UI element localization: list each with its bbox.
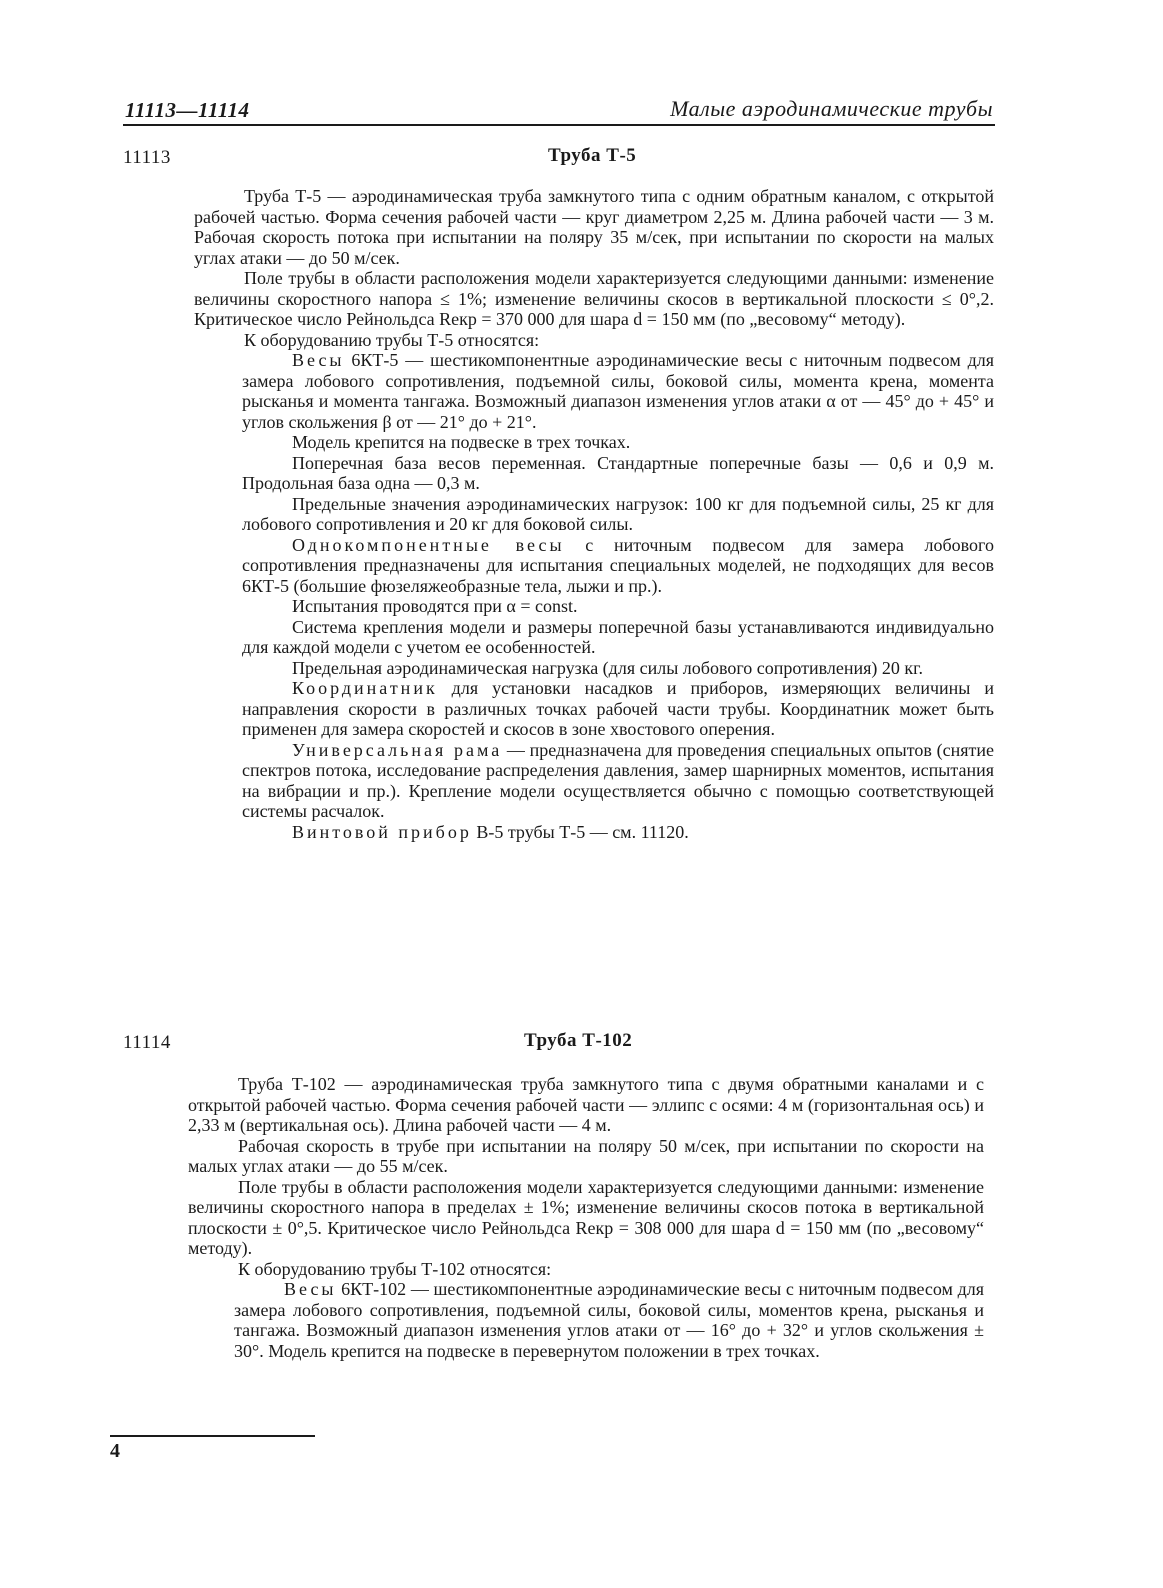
- equipment-item: [194, 658, 994, 679]
- article-number: 11113: [123, 147, 171, 168]
- equipment-term: Весы: [292, 350, 345, 370]
- equipment-term: Винтовой прибор: [292, 821, 472, 842]
- running-header-article-range: 11113—11114: [125, 98, 250, 122]
- article-title: Труба Т-5: [548, 145, 637, 166]
- equipment-item: [194, 350, 994, 432]
- equipment-text: — предназначена для проведения специальных опытов (снятие спектров потока, исследование распределения давления, замер шарнирных моментов, испытания на вибрации и пр.). Крепление модели осуществляется обычно с помощью соответствующей системы расчалок.: [242, 739, 994, 821]
- equipment-term: Координатник: [292, 678, 438, 698]
- equipment-text: Предельная аэродинамическая нагрузка (для силы лобового сопротивления) 20 кг.: [292, 657, 924, 678]
- footer-rule: [110, 1435, 315, 1437]
- equipment-text: Испытания проводятся при α = const.: [292, 596, 578, 616]
- equipment-text: Система крепления модели и размеры поперечной базы устанавливаются индивидуально для каждой модели с учетом ее особенностей.: [242, 616, 994, 657]
- equipment-text: 6КТ-5 — шестикомпонентные аэродинамические весы с ниточным подвесом для замера лобового сопротивления, подъемной силы, боковой силы, момента крена, момента рысканья и момента тангажа. Возможный диапазон изменения углов атаки α от — 45° до + 45° и углов скольжения β от — 21° до + 21°.: [242, 350, 994, 432]
- equipment-item: [194, 494, 994, 535]
- equipment-item: [194, 740, 994, 822]
- equipment-item: [194, 453, 994, 494]
- paragraph: К оборудованию трубы Т-5 относятся:: [244, 329, 540, 350]
- equipment-text: для установки насадков и приборов, измеряющих величины и направления скорости в различных точках рабочей части трубы. Координатник может быть применен для замера скоростей и скосов в зоне хвостового оперения.: [242, 678, 994, 739]
- paragraph: Поле трубы в области расположения модели характеризуется следующими данными: изменение величины скоростного напора в пределах ± 1%; изменение величины скосов потока в вертикальной плоскости ± 0°,5. Критическое число Рейнольдса Reкр = 308 000 для шара d = 150 мм (по „весовому“ методу).: [188, 1176, 984, 1258]
- equipment-item: [194, 617, 994, 658]
- equipment-term: Весы: [284, 1279, 337, 1299]
- equipment-text: 6КТ-102 — шестикомпонентные аэродинамические весы с ниточным подвесом для замера лобового сопротивления, подъемной силы, боковой силы, моментов крена, рысканья и тангажа. Возможный диапазон изменения углов атаки от — 16° до + 32° и углов скольжения ± 30°. Модель крепится на подвеске в перевернутом положении в трех точках.: [234, 1279, 984, 1361]
- equipment-text: Предельные значения аэродинамических нагрузок: 100 кг для подъемной силы, 25 кг для лобового сопротивления и 20 кг для боковой силы.: [242, 493, 994, 534]
- page-number: 4: [110, 1440, 120, 1462]
- article-title: Труба Т-102: [524, 1030, 633, 1051]
- header-rule: [123, 124, 995, 126]
- equipment-text: Поперечная база весов переменная. Стандартные поперечные базы — 0,6 и 0,9 м. Продольная база одна — 0,3 м.: [242, 452, 994, 493]
- equipment-item: [194, 596, 994, 617]
- equipment-item: [194, 678, 994, 740]
- paragraph: Рабочая скорость в трубе при испытании на поляру 50 м/сек, при испытании по скорости на малых углах атаки — до 55 м/сек.: [188, 1135, 984, 1176]
- article-number: 11114: [123, 1032, 171, 1053]
- article-body: [194, 186, 994, 842]
- equipment-text: с ниточным подвесом для замера лобового сопротивления предназначены для испытания специальных моделей, не подходящих для весов 6КТ-5 (большие фюзеляжеобразные тела, лыжи и пр.).: [242, 534, 994, 596]
- equipment-text: В-5 трубы Т-5 — см. 11120.: [471, 821, 689, 842]
- article-body: [188, 1074, 984, 1361]
- equipment-text: Модель крепится на подвеске в трех точках.: [292, 432, 631, 452]
- running-header-section-title: Малые аэродинамические трубы: [670, 96, 993, 121]
- paragraph: Труба Т-102 — аэродинамическая труба замкнутого типа с двумя обратными каналами и с открытой рабочей частью. Форма сечения рабочей части — эллипс с осями: 4 м (горизонтальная ось) и 2,33 м (вертикальная ось). Длина рабочей части — 4 м.: [188, 1074, 984, 1135]
- equipment-item: [188, 1279, 984, 1361]
- equipment-item: [194, 432, 994, 453]
- equipment-item: [194, 822, 994, 843]
- equipment-item: [194, 535, 994, 597]
- paragraph: Труба Т-5 — аэродинамическая труба замкнутого типа с одним обратным каналом, с открытой рабочей частью. Форма сечения рабочей части — круг диаметром 2,25 м. Длина рабочей части — 3 м. Рабочая скорость потока при испытании на поляру 35 м/сек, при испытании по скорости на малых углах атаки — до 50 м/сек.: [194, 186, 994, 268]
- paragraph: Поле трубы в области расположения модели характеризуется следующими данными: изменение величины скоростного напора ≤ 1%; изменение величины скосов в вертикальной плоскости ≤ 0°,2. Критическое число Рейнольдса Reкр = 370 000 для шара d = 150 мм (по „весовому“ методу).: [194, 268, 994, 329]
- paragraph: К оборудованию трубы Т-102 относятся:: [238, 1258, 552, 1279]
- equipment-term: Универсальная рама: [292, 739, 503, 760]
- equipment-term: Однокомпонентные весы: [292, 534, 565, 555]
